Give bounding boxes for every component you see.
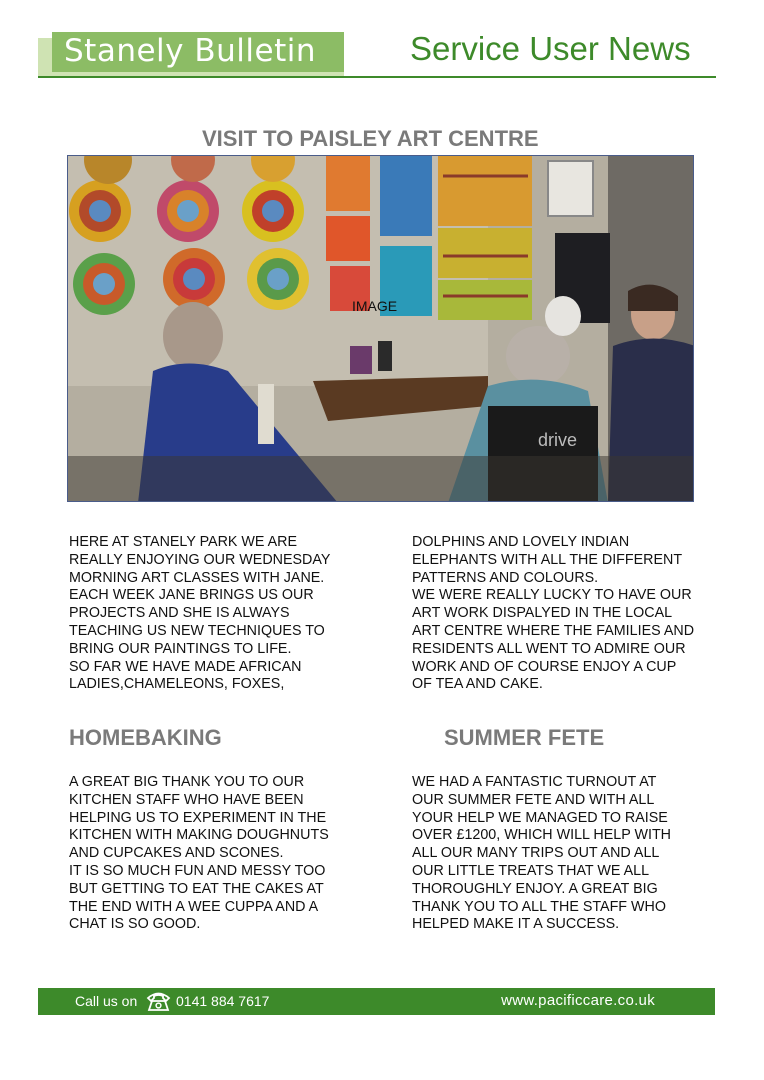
footer-band <box>38 988 715 1015</box>
summer-fete-line: OVER £1200, WHICH WILL HELP WITH <box>412 827 671 844</box>
visit-left-line: HERE AT STANELY PARK WE ARE <box>69 534 298 550</box>
footer-call-label: Call us on <box>75 993 138 1009</box>
visit-right-line: RESIDENTS ALL WENT TO ADMIRE OUR <box>412 640 686 657</box>
homebaking-line: A GREAT BIG THANK YOU TO OUR <box>69 774 305 790</box>
homebaking-line: KITCHEN STAFF WHO HAVE BEEN <box>69 791 304 808</box>
visit-right-line: DOLPHINS AND LOVELY INDIAN <box>412 534 630 550</box>
visit-left-line: LADIES,CHAMELEONS, FOXES, <box>69 676 285 693</box>
visit-left-line: BRING OUR PAINTINGS TO LIFE. <box>69 640 292 657</box>
visit-right-line: PATTERNS AND COLOURS. <box>412 569 599 586</box>
summer-fete-line: HELPED MAKE IT A SUCCESS. <box>412 916 620 933</box>
summer-fete-line: YOUR HELP WE MANAGED TO RAISE <box>412 809 668 826</box>
homebaking-title: HOMEBAKING <box>69 725 222 750</box>
visit-right-line: WORK AND OF COURSE ENJOY A CUP <box>412 658 677 675</box>
phone-icon <box>145 990 172 1012</box>
summer-fete-line: OUR SUMMER FETE AND WITH ALL <box>412 791 655 808</box>
visit-left-line: EACH WEEK JANE BRINGS US OUR <box>69 587 314 604</box>
bulletin-title: Stanely Bulletin <box>64 33 316 69</box>
photo-illustration <box>68 156 694 502</box>
visit-left-line: SO FAR WE HAVE MADE AFRICAN <box>69 658 302 675</box>
visit-left-line: TEACHING US NEW TECHNIQUES TO <box>69 622 325 639</box>
visit-right-line: ART CENTRE WHERE THE FAMILIES AND <box>412 622 695 639</box>
summer-fete-line: OUR LITTLE TREATS THAT WE ALL <box>412 862 650 879</box>
homebaking-line: KITCHEN WITH MAKING DOUGHNUTS <box>69 827 329 844</box>
header-divider <box>38 76 716 78</box>
news-title: Service User News <box>410 30 691 67</box>
footer-phone-number[interactable]: 0141 884 7617 <box>176 993 270 1009</box>
homebaking-text <box>69 774 379 934</box>
visit-text-right <box>412 534 742 694</box>
homebaking-line: HELPING US TO EXPERIMENT IN THE <box>69 809 327 826</box>
visit-text-left <box>69 534 379 694</box>
homebaking-line: BUT GETTING TO EAT THE CAKES AT <box>69 880 324 897</box>
homebaking-line: IT IS SO MUCH FUN AND MESSY TOO <box>69 862 326 879</box>
visit-right-line: ART WORK DISPALYED IN THE LOCAL <box>412 605 673 622</box>
visit-right-line: ELEPHANTS WITH ALL THE DIFFERENT <box>412 551 683 568</box>
homebaking-line: AND CUPCAKES AND SCONES. <box>69 845 284 862</box>
art-centre-photo <box>67 155 694 502</box>
visit-right-line: OF TEA AND CAKE. <box>412 676 543 693</box>
footer-website-link[interactable]: www.pacificcare.co.uk <box>501 992 655 1009</box>
visit-left-line: PROJECTS AND SHE IS ALWAYS <box>69 605 290 622</box>
homebaking-line: CHAT IS SO GOOD. <box>69 916 201 933</box>
visit-right-line: WE WERE REALLY LUCKY TO HAVE OUR <box>412 587 692 604</box>
visit-left-line: MORNING ART CLASSES WITH JANE. <box>69 569 325 586</box>
summer-fete-text <box>412 774 722 934</box>
summer-fete-title: SUMMER FETE <box>444 725 605 750</box>
summer-fete-line: WE HAD A FANTASTIC TURNOUT AT <box>412 774 657 790</box>
visit-left-line: REALLY ENJOYING OUR WEDNESDAY <box>69 551 331 568</box>
homebaking-line: THE END WITH A WEE CUPPA AND A <box>69 898 319 915</box>
summer-fete-line: THANK YOU TO ALL THE STAFF WHO <box>412 898 666 915</box>
visit-section-title: VISIT TO PAISLEY ART CENTRE <box>202 126 539 151</box>
summer-fete-line: ALL OUR MANY TRIPS OUT AND ALL <box>412 845 660 862</box>
image-label: IMAGE <box>352 298 398 314</box>
summer-fete-line: THOROUGHLY ENJOY. A GREAT BIG <box>412 880 658 897</box>
svg-text:drive: drive <box>538 430 578 450</box>
